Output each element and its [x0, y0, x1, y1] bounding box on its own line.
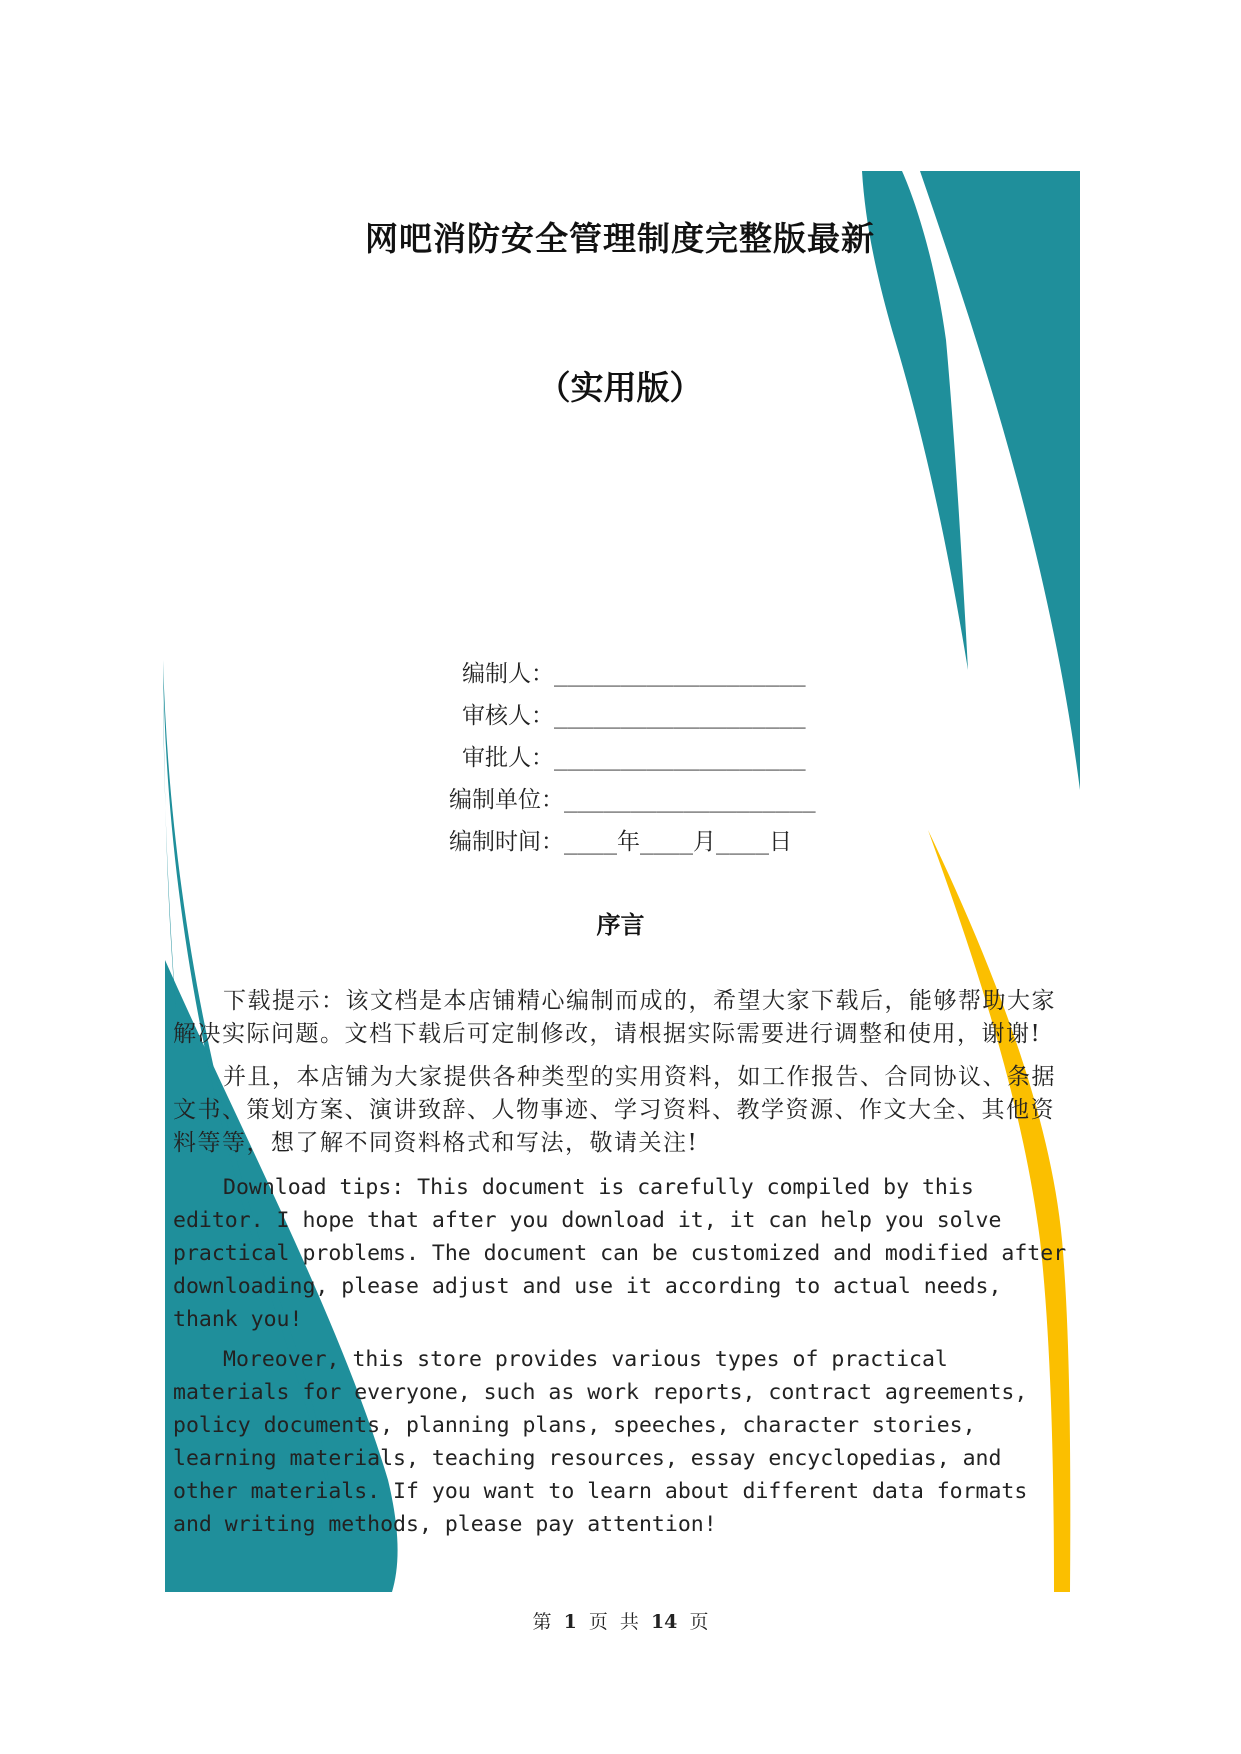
- document-title: 网吧消防安全管理制度完整版最新: [365, 219, 875, 258]
- day-label: 日: [768, 829, 792, 855]
- footer-prefix: 第: [532, 1611, 552, 1633]
- year-label: 年: [616, 829, 640, 855]
- total-page-count: 14: [650, 1611, 678, 1633]
- reviewer-blank: ___________________: [554, 704, 806, 729]
- footer-middle: 页 共: [588, 1611, 639, 1633]
- year-blank: ____: [564, 830, 617, 855]
- preface-heading: 序言: [596, 910, 645, 939]
- approver-row: [462, 739, 806, 772]
- time-row: [449, 823, 792, 856]
- approver-label: 审批人：: [462, 745, 554, 771]
- day-blank: ____: [715, 830, 769, 855]
- unit-row: [449, 781, 816, 814]
- unit-label: 编制单位：: [449, 787, 564, 813]
- footer-suffix: 页: [689, 1611, 709, 1633]
- reviewer-row: [462, 697, 806, 730]
- month-label: 月: [692, 829, 716, 855]
- approver-blank: ___________________: [554, 746, 806, 771]
- current-page-number: 1: [563, 1611, 577, 1633]
- preface-paragraph-3: Download tips: This document is carefully compiled by this editor. I hope that after you download it, it can help you solve practical problems. The document can be customized and modified after downloading, please adjust and use it according to actual needs, thank you!: [173, 1175, 1067, 1332]
- preface-paragraph-2: 并且，本店铺为大家提供各种类型的实用资料，如工作报告、合同协议、条据文书、策划方案、演讲致辞、人物事迹、学习资料、教学资源、作文大全、其他资料等等，想了解不同资料格式和写法，敬请关注!: [173, 1064, 1056, 1156]
- compiler-row: [462, 655, 806, 688]
- time-label: 编制时间：: [449, 829, 564, 855]
- compiler-label: 编制人：: [462, 661, 554, 687]
- preface-paragraph-4: Moreover, this store provides various types of practical materials for everyone, such as work reports, contract agreements, policy documents, planning plans, speeches, character stories, learning materials, teaching resources, essay encyclopedias, and other materials. If you want to learn about different data formats and writing methods, please pay attention!: [173, 1347, 1028, 1537]
- compiler-blank: ___________________: [554, 662, 806, 687]
- month-blank: ____: [639, 830, 693, 855]
- preface-paragraph-1: 下载提示：该文档是本店铺精心编制而成的，希望大家下载后，能够帮助大家解决实际问题。文档下载后可定制修改，请根据实际需要进行调整和使用，谢谢!: [173, 988, 1056, 1047]
- document-subtitle: （实用版）: [537, 368, 703, 407]
- reviewer-label: 审核人：: [462, 703, 554, 729]
- unit-blank: ___________________: [564, 788, 816, 813]
- page-footer: [0, 1607, 1241, 1634]
